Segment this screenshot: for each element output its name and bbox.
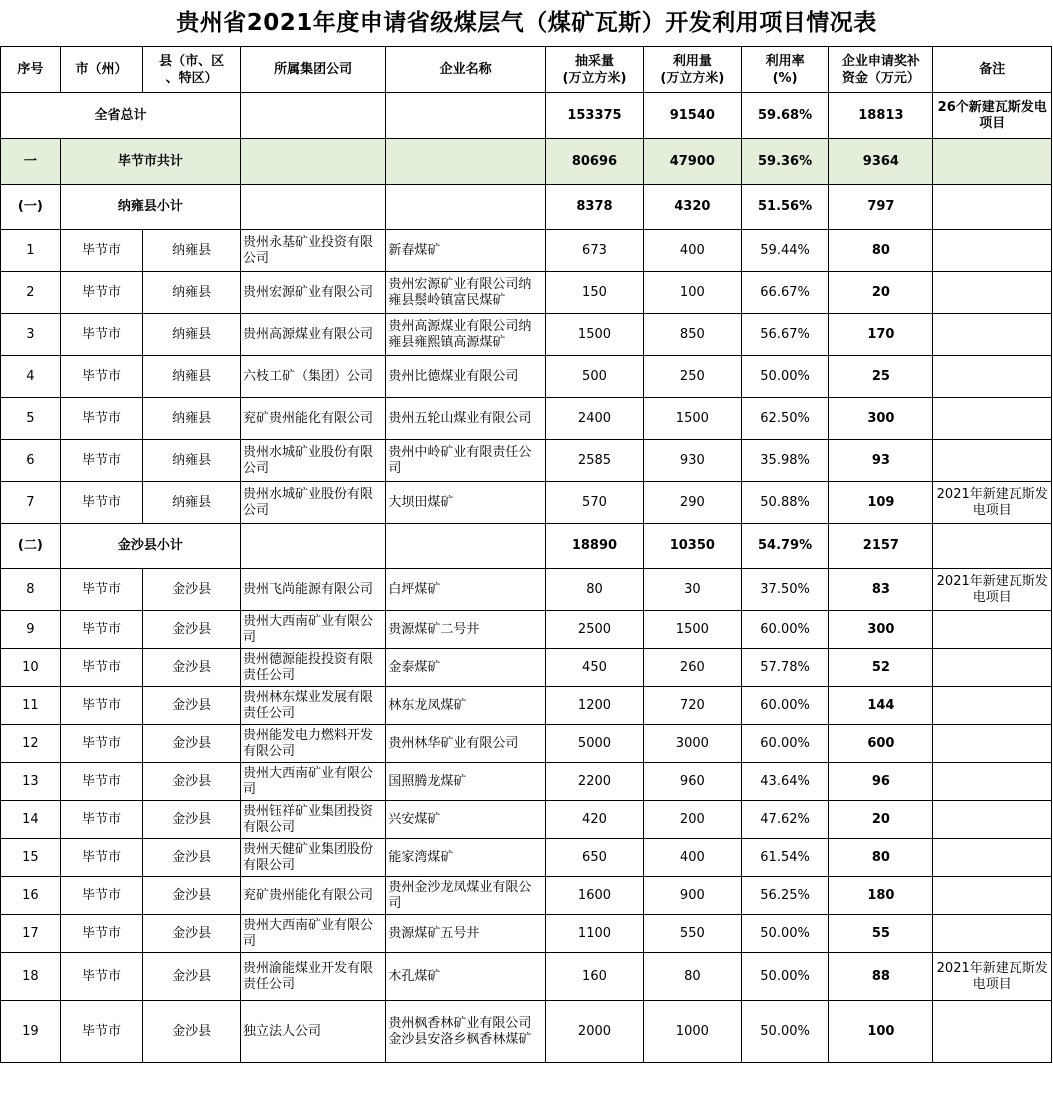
row-extract: 650 (546, 839, 644, 877)
row-city: 毕节市 (60, 440, 142, 482)
header-row (1, 47, 1052, 93)
row-group: 贵州钰祥矿业集团投资有限公司 (241, 801, 386, 839)
row-no: 6 (1, 440, 61, 482)
row-county: 纳雍县 (143, 398, 241, 440)
city-use: 47900 (643, 139, 741, 185)
row-note (933, 839, 1052, 877)
row-group: 贵州天健矿业集团股份有限公司 (241, 839, 386, 877)
row-no: 18 (1, 953, 61, 1001)
row-rate: 37.50% (741, 569, 829, 611)
row-group: 贵州德源能投投资有限责任公司 (241, 649, 386, 687)
city-fund: 9364 (829, 139, 933, 185)
table-row (1, 763, 1052, 801)
row-company: 贵源煤矿五号井 (386, 915, 546, 953)
row-county: 金沙县 (143, 725, 241, 763)
row-note (933, 763, 1052, 801)
table-row (1, 314, 1052, 356)
row-note (933, 314, 1052, 356)
header-cell: 抽采量 (万立方米) (546, 47, 644, 93)
table-row (1, 1001, 1052, 1063)
row-city: 毕节市 (60, 356, 142, 398)
row-company: 贵州比德煤业有限公司 (386, 356, 546, 398)
row-use: 900 (643, 877, 741, 915)
row-note (933, 611, 1052, 649)
subtotal-rate: 54.79% (741, 524, 829, 569)
row-rate: 60.00% (741, 687, 829, 725)
table-row (1, 801, 1052, 839)
row-extract: 1100 (546, 915, 644, 953)
header-cell: 利用率 (%) (741, 47, 829, 93)
row-county: 纳雍县 (143, 272, 241, 314)
subtotal-no: (二) (1, 524, 61, 569)
row-no: 5 (1, 398, 61, 440)
table-row (1, 877, 1052, 915)
row-use: 850 (643, 314, 741, 356)
row-rate: 50.00% (741, 915, 829, 953)
row-fund: 300 (829, 611, 933, 649)
row-city: 毕节市 (60, 272, 142, 314)
row-no: 9 (1, 611, 61, 649)
row-fund: 600 (829, 725, 933, 763)
row-city: 毕节市 (60, 725, 142, 763)
row-fund: 93 (829, 440, 933, 482)
row-note (933, 877, 1052, 915)
total-note: 26个新建瓦斯发电项目 (933, 93, 1052, 139)
row-county: 金沙县 (143, 611, 241, 649)
empty-cell (386, 524, 546, 569)
row-extract: 450 (546, 649, 644, 687)
row-group: 贵州大西南矿业有限公司 (241, 763, 386, 801)
row-fund: 88 (829, 953, 933, 1001)
row-fund: 109 (829, 482, 933, 524)
row-rate: 61.54% (741, 839, 829, 877)
city-rate: 59.36% (741, 139, 829, 185)
row-use: 960 (643, 763, 741, 801)
row-no: 12 (1, 725, 61, 763)
subtotal-use: 10350 (643, 524, 741, 569)
subtotal-no: (一) (1, 185, 61, 230)
row-note: 2021年新建瓦斯发电项目 (933, 569, 1052, 611)
row-group: 六枝工矿（集团）公司 (241, 356, 386, 398)
row-extract: 2200 (546, 763, 644, 801)
row-note (933, 356, 1052, 398)
subtotal-row-jinsha (1, 524, 1052, 569)
row-city: 毕节市 (60, 1001, 142, 1063)
row-county: 纳雍县 (143, 440, 241, 482)
subtotal-rate: 51.56% (741, 185, 829, 230)
row-fund: 52 (829, 649, 933, 687)
row-county: 纳雍县 (143, 314, 241, 356)
row-city: 毕节市 (60, 839, 142, 877)
row-use: 290 (643, 482, 741, 524)
row-company: 白坪煤矿 (386, 569, 546, 611)
row-extract: 2400 (546, 398, 644, 440)
row-use: 1000 (643, 1001, 741, 1063)
row-extract: 1500 (546, 314, 644, 356)
row-extract: 160 (546, 953, 644, 1001)
row-no: 4 (1, 356, 61, 398)
row-fund: 170 (829, 314, 933, 356)
row-note (933, 801, 1052, 839)
row-group: 兖矿贵州能化有限公司 (241, 877, 386, 915)
row-note: 2021年新建瓦斯发电项目 (933, 953, 1052, 1001)
row-fund: 180 (829, 877, 933, 915)
row-group: 贵州渝能煤业开发有限责任公司 (241, 953, 386, 1001)
row-no: 3 (1, 314, 61, 356)
row-city: 毕节市 (60, 569, 142, 611)
row-use: 250 (643, 356, 741, 398)
row-group: 贵州林东煤业发展有限责任公司 (241, 687, 386, 725)
table-row (1, 649, 1052, 687)
empty-cell (241, 185, 386, 230)
row-group: 贵州水城矿业股份有限公司 (241, 440, 386, 482)
row-county: 纳雍县 (143, 230, 241, 272)
row-city: 毕节市 (60, 230, 142, 272)
total-fund: 18813 (829, 93, 933, 139)
table-row (1, 687, 1052, 725)
row-note (933, 725, 1052, 763)
row-no: 8 (1, 569, 61, 611)
header-cell: 县（市、区 、特区） (143, 47, 241, 93)
row-no: 2 (1, 272, 61, 314)
row-extract: 673 (546, 230, 644, 272)
row-no: 13 (1, 763, 61, 801)
city-total-row (1, 139, 1052, 185)
header-cell: 序号 (1, 47, 61, 93)
row-group: 贵州大西南矿业有限公司 (241, 915, 386, 953)
project-table (0, 46, 1052, 1063)
row-city: 毕节市 (60, 915, 142, 953)
row-rate: 60.00% (741, 725, 829, 763)
row-company: 贵州高源煤业有限公司纳雍县雍熙镇高源煤矿 (386, 314, 546, 356)
row-fund: 25 (829, 356, 933, 398)
row-city: 毕节市 (60, 687, 142, 725)
row-use: 1500 (643, 611, 741, 649)
table-row (1, 440, 1052, 482)
row-no: 15 (1, 839, 61, 877)
row-rate: 62.50% (741, 398, 829, 440)
row-use: 80 (643, 953, 741, 1001)
row-no: 16 (1, 877, 61, 915)
table-row (1, 356, 1052, 398)
row-no: 1 (1, 230, 61, 272)
row-rate: 50.00% (741, 953, 829, 1001)
row-rate: 60.00% (741, 611, 829, 649)
subtotal-fund: 797 (829, 185, 933, 230)
row-group: 贵州水城矿业股份有限公司 (241, 482, 386, 524)
row-county: 纳雍县 (143, 482, 241, 524)
city-label: 毕节市共计 (60, 139, 240, 185)
row-company: 贵州枫香林矿业有限公司金沙县安洛乡枫香林煤矿 (386, 1001, 546, 1063)
row-city: 毕节市 (60, 763, 142, 801)
empty-cell (241, 524, 386, 569)
row-note (933, 440, 1052, 482)
row-company: 林东龙凤煤矿 (386, 687, 546, 725)
row-company: 贵州林华矿业有限公司 (386, 725, 546, 763)
empty-cell (933, 524, 1052, 569)
total-rate: 59.68% (741, 93, 829, 139)
row-extract: 420 (546, 801, 644, 839)
row-company: 新春煤矿 (386, 230, 546, 272)
row-note (933, 649, 1052, 687)
subtotal-row-nayong (1, 185, 1052, 230)
city-no: 一 (1, 139, 61, 185)
row-city: 毕节市 (60, 314, 142, 356)
city-extract: 80696 (546, 139, 644, 185)
row-company: 贵州五轮山煤业有限公司 (386, 398, 546, 440)
header-cell: 利用量 (万立方米) (643, 47, 741, 93)
subtotal-use: 4320 (643, 185, 741, 230)
table-row (1, 839, 1052, 877)
row-extract: 1200 (546, 687, 644, 725)
header-cell: 备注 (933, 47, 1052, 93)
row-group: 贵州高源煤业有限公司 (241, 314, 386, 356)
row-company: 国照腾龙煤矿 (386, 763, 546, 801)
row-company: 兴安煤矿 (386, 801, 546, 839)
row-no: 10 (1, 649, 61, 687)
row-company: 贵州中岭矿业有限责任公司 (386, 440, 546, 482)
row-group: 贵州大西南矿业有限公司 (241, 611, 386, 649)
row-group: 独立法人公司 (241, 1001, 386, 1063)
row-fund: 100 (829, 1001, 933, 1063)
row-use: 400 (643, 230, 741, 272)
row-no: 7 (1, 482, 61, 524)
row-rate: 35.98% (741, 440, 829, 482)
row-extract: 5000 (546, 725, 644, 763)
row-city: 毕节市 (60, 398, 142, 440)
row-fund: 80 (829, 230, 933, 272)
row-use: 930 (643, 440, 741, 482)
row-use: 100 (643, 272, 741, 314)
row-fund: 96 (829, 763, 933, 801)
row-note (933, 272, 1052, 314)
row-extract: 2585 (546, 440, 644, 482)
table-row (1, 915, 1052, 953)
header-cell: 企业申请奖补 资金（万元） (829, 47, 933, 93)
page-title: 贵州省2021年度申请省级煤层气（煤矿瓦斯）开发利用项目情况表 (176, 10, 877, 36)
row-fund: 55 (829, 915, 933, 953)
row-extract: 2500 (546, 611, 644, 649)
row-fund: 83 (829, 569, 933, 611)
row-use: 720 (643, 687, 741, 725)
row-note (933, 687, 1052, 725)
row-group: 贵州永基矿业投资有限公司 (241, 230, 386, 272)
row-note: 2021年新建瓦斯发电项目 (933, 482, 1052, 524)
row-note (933, 915, 1052, 953)
row-rate: 56.67% (741, 314, 829, 356)
row-city: 毕节市 (60, 953, 142, 1001)
row-note (933, 398, 1052, 440)
row-company: 贵州金沙龙凤煤业有限公司 (386, 877, 546, 915)
row-county: 金沙县 (143, 687, 241, 725)
row-company: 贵州宏源矿业有限公司纳雍县鬃岭镇富民煤矿 (386, 272, 546, 314)
row-county: 金沙县 (143, 953, 241, 1001)
table-row (1, 398, 1052, 440)
row-city: 毕节市 (60, 877, 142, 915)
table-row (1, 482, 1052, 524)
row-city: 毕节市 (60, 482, 142, 524)
header-cell: 市（州） (60, 47, 142, 93)
row-company: 大坝田煤矿 (386, 482, 546, 524)
row-county: 金沙县 (143, 839, 241, 877)
row-county: 金沙县 (143, 877, 241, 915)
row-rate: 56.25% (741, 877, 829, 915)
row-extract: 500 (546, 356, 644, 398)
row-rate: 50.88% (741, 482, 829, 524)
row-no: 11 (1, 687, 61, 725)
row-use: 200 (643, 801, 741, 839)
row-group: 贵州飞尚能源有限公司 (241, 569, 386, 611)
row-rate: 59.44% (741, 230, 829, 272)
row-rate: 43.64% (741, 763, 829, 801)
subtotal-label: 纳雍县小计 (60, 185, 240, 230)
row-city: 毕节市 (60, 649, 142, 687)
row-no: 14 (1, 801, 61, 839)
row-group: 兖矿贵州能化有限公司 (241, 398, 386, 440)
row-fund: 300 (829, 398, 933, 440)
table-row (1, 272, 1052, 314)
row-county: 金沙县 (143, 1001, 241, 1063)
row-county: 金沙县 (143, 915, 241, 953)
row-extract: 80 (546, 569, 644, 611)
row-company: 金泰煤矿 (386, 649, 546, 687)
row-city: 毕节市 (60, 611, 142, 649)
row-note (933, 230, 1052, 272)
subtotal-extract: 18890 (546, 524, 644, 569)
row-extract: 1600 (546, 877, 644, 915)
subtotal-extract: 8378 (546, 185, 644, 230)
total-use: 91540 (643, 93, 741, 139)
row-use: 1500 (643, 398, 741, 440)
header-cell: 所属集团公司 (241, 47, 386, 93)
row-county: 金沙县 (143, 649, 241, 687)
empty-cell (386, 185, 546, 230)
province-total-row (1, 93, 1052, 139)
table-row (1, 725, 1052, 763)
row-fund: 144 (829, 687, 933, 725)
row-use: 30 (643, 569, 741, 611)
table-row (1, 230, 1052, 272)
row-extract: 2000 (546, 1001, 644, 1063)
row-group: 贵州宏源矿业有限公司 (241, 272, 386, 314)
row-rate: 66.67% (741, 272, 829, 314)
row-no: 19 (1, 1001, 61, 1063)
row-rate: 47.62% (741, 801, 829, 839)
row-use: 400 (643, 839, 741, 877)
row-use: 260 (643, 649, 741, 687)
row-fund: 80 (829, 839, 933, 877)
row-note (933, 1001, 1052, 1063)
row-city: 毕节市 (60, 801, 142, 839)
row-fund: 20 (829, 801, 933, 839)
total-extract: 153375 (546, 93, 644, 139)
table-row (1, 953, 1052, 1001)
total-label: 全省总计 (1, 93, 241, 139)
row-county: 金沙县 (143, 801, 241, 839)
row-use: 550 (643, 915, 741, 953)
row-rate: 50.00% (741, 356, 829, 398)
subtotal-fund: 2157 (829, 524, 933, 569)
table-row (1, 611, 1052, 649)
row-county: 纳雍县 (143, 356, 241, 398)
row-rate: 50.00% (741, 1001, 829, 1063)
row-county: 金沙县 (143, 569, 241, 611)
empty-cell (933, 185, 1052, 230)
row-no: 17 (1, 915, 61, 953)
row-use: 3000 (643, 725, 741, 763)
row-company: 贵源煤矿二号井 (386, 611, 546, 649)
row-extract: 150 (546, 272, 644, 314)
table-row (1, 569, 1052, 611)
row-county: 金沙县 (143, 763, 241, 801)
row-rate: 57.78% (741, 649, 829, 687)
subtotal-label: 金沙县小计 (60, 524, 240, 569)
row-company: 木孔煤矿 (386, 953, 546, 1001)
row-group: 贵州能发电力燃料开发有限公司 (241, 725, 386, 763)
row-fund: 20 (829, 272, 933, 314)
row-company: 能家湾煤矿 (386, 839, 546, 877)
row-extract: 570 (546, 482, 644, 524)
header-cell: 企业名称 (386, 47, 546, 93)
